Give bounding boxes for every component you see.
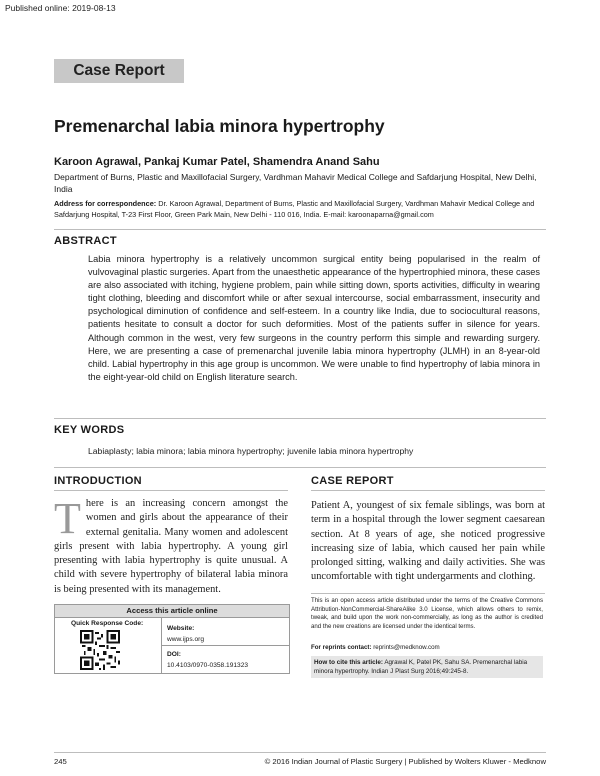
divider — [54, 490, 288, 491]
access-heading: Access this article online — [55, 605, 289, 618]
doi-link[interactable]: 10.4103/0970-0358.191323 — [167, 662, 249, 669]
section-label: Case Report — [73, 62, 165, 79]
reprints-email[interactable]: reprints@medknow.com — [371, 644, 440, 651]
keywords-heading: KEY WORDS — [54, 424, 125, 436]
case-report-heading: CASE REPORT — [311, 475, 394, 487]
divider — [311, 490, 545, 491]
address-label: Address for correspondence: — [54, 199, 157, 208]
divider — [54, 467, 546, 468]
citation-text: Agrawal K, Patel PK, Sahu SA. Premenarchal labia minora hypertrophy. Indian J Plast Surg 2016;49:245-8. — [314, 659, 528, 675]
page-number: 245 — [54, 757, 67, 766]
abstract-body: Labia minora hypertrophy is a relatively uncommon surgical entity being popularised in the realm of vulvovaginal plastic surgeries. Apart from the unaesthetic appearance of the hypertrophied minora, these cases are also associated with itching, hygiene problem, pain while sitting down, sports activities, difficulty in wearing tight clothing, bleeding and discomfort while or after sexual intercourse, social embarrassment, insecurity and psychological diminution of confidence and self-esteem. In a country like India, due to sociocultural reasons, patients hesitate to consult a doctor for such deformities. Most of the patients suffer in silence for years. Although common in the west, very few surgeons in the country perform this simple and rewarding surgery. Here, we are presenting a case of premenarchal juvenile labia minora hypertrophy (JLMH) in an 8-year-old child. Labial hypertrophy in this age group is uncommon. We were unable to find hypertrophy of labia minora in the eight-year-old child on English literature search. — [88, 254, 540, 382]
license-notice: This is an open access article distributed under the terms of the Creative Commons Attribution-NonCommercial-ShareAlike 3.0 License, which allows others to remix, tweak, and build upon the work non-commercially, as long as the author is credited and the new creations are licensed under the identical terms. — [311, 597, 543, 630]
divider — [54, 752, 546, 753]
citation-label: How to cite this article: — [314, 659, 383, 666]
article-title: Premenarchal labia minora hypertrophy — [54, 116, 385, 136]
divider — [311, 593, 545, 594]
website-link[interactable]: www.ijps.org — [167, 636, 205, 643]
divider — [54, 229, 546, 230]
doi-label: DOI: — [167, 651, 181, 658]
divider — [54, 418, 546, 419]
reprints-contact — [311, 644, 440, 651]
author-list: Karoon Agrawal, Pankaj Kumar Patel, Shamendra Anand Sahu — [54, 156, 380, 168]
website-label: Website: — [167, 625, 195, 632]
correspondence-address — [54, 199, 554, 220]
drop-cap: T — [54, 494, 81, 543]
qr-label: Quick Response Code: — [71, 620, 144, 627]
case-report-body: Patient A, youngest of six female siblings, was born at term in a hospital through the lower segment caesarean section. At 8 years of age, she noticed progressive increasing size of labia, which caused her pain while prolonged sitting, walking and daily activities. She was uncomfortable with tight undergarments and clothing. — [311, 500, 545, 583]
divider — [162, 645, 289, 646]
keywords-text: Labiaplasty; labia minora; labia minora hypertrophy; juvenile labia minora hypertrophy — [88, 446, 414, 456]
published-date: Published online: 2019-08-13 — [5, 3, 116, 13]
introduction-heading: INTRODUCTION — [54, 475, 142, 487]
qr-code-icon[interactable] — [80, 630, 120, 670]
section-label-box — [54, 59, 184, 83]
introduction-body — [54, 494, 288, 597]
address-text: Dr. Karoon Agrawal, Department of Burns, Plastic and Maxillofacial Surgery, Vardhman Mahavir Medical College and Safdarjung Hospital, T-23 First Floor, Green Park Main, New Delhi - 110 016, India. E-mail: karoonaparna@gmail.com — [54, 199, 535, 219]
citation-box — [311, 656, 543, 678]
journal-footer: © 2016 Indian Journal of Plastic Surgery | Published by Wolters Kluwer - Medknow — [264, 757, 546, 766]
access-article-box — [54, 604, 290, 674]
introduction-text: here is an increasing concern amongst the women and girls about the appearance of their external genitalia. Many women and adolescent girls present with labia hypertrophy. A young girl presenting with labia hypertrophy is quite unusual. A child with severe hypertrophy of bilateral labia minora is being presented with its management. — [54, 498, 288, 595]
reprints-label: For reprints contact: — [311, 644, 372, 651]
abstract-heading: ABSTRACT — [54, 235, 117, 247]
affiliation: Department of Burns, Plastic and Maxillofacial Surgery, Vardhman Mahavir Medical College and Safdarjung Hospital, New Delhi, India — [54, 172, 537, 194]
